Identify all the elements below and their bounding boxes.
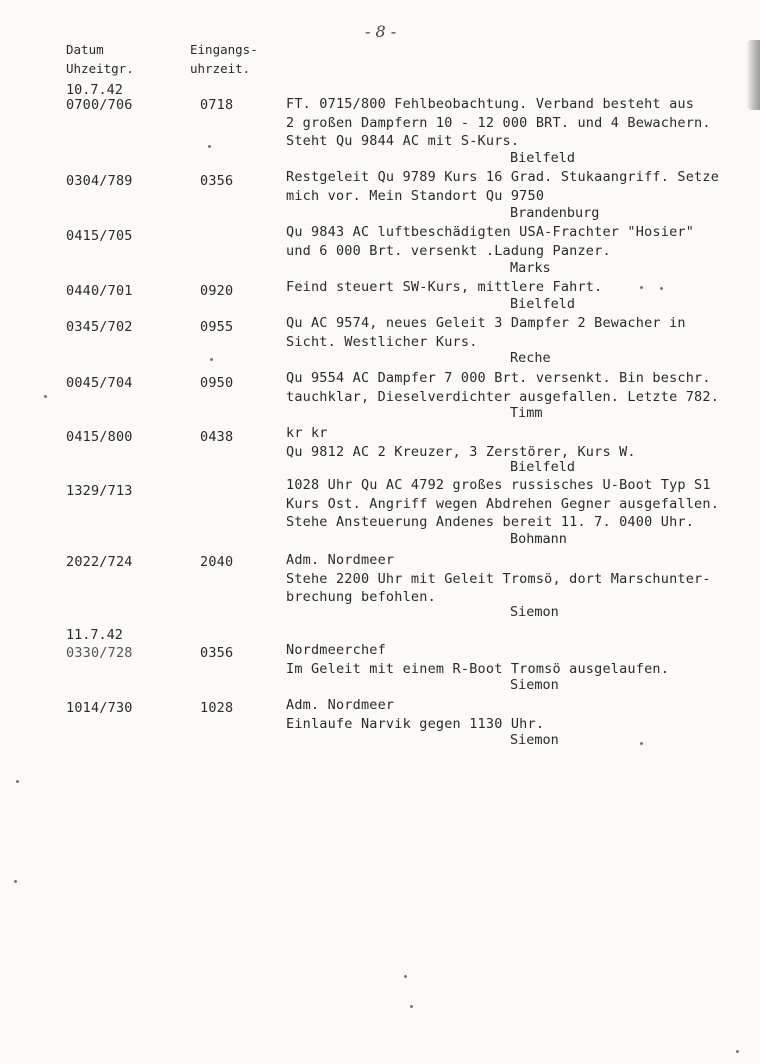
scan-speck: [404, 975, 407, 978]
page-number: - 8 -: [365, 22, 397, 41]
entry-receipt: 0718: [200, 97, 234, 113]
entry-time: 0045/704: [66, 375, 133, 391]
scan-speck: [640, 286, 643, 289]
entry-text: Qu 9843 AC luftbeschädigten USA-Frachter "Hosier" und 6 000 Brt. versenkt .Ladung Panzer.: [286, 224, 695, 259]
date-header-1: 10.7.42: [66, 82, 123, 98]
entry-time: 0415/800: [66, 429, 133, 445]
entry-receipt: 0356: [200, 645, 234, 661]
entry-text: Qu AC 9574, neues Geleit 3 Dampfer 2 Bewacher in Sicht. Westlicher Kurs.: [286, 315, 686, 350]
date-header-2: 11.7.42: [66, 627, 123, 643]
entry-receipt: 0356: [200, 173, 234, 189]
page-edge-shadow: [746, 40, 760, 110]
entry-signature: Marks: [510, 260, 551, 276]
entry-signature: Siemon: [510, 677, 559, 693]
header-datum: Datum Uhzeitgr.: [66, 42, 134, 76]
entry-time: 0415/705: [66, 228, 133, 244]
entry-signature: Bielfeld: [510, 150, 576, 166]
entry-text: kr kr Qu 9812 AC 2 Kreuzer, 3 Zerstörer, Kurs W.: [286, 425, 636, 460]
entry-text: Restgeleit Qu 9789 Kurs 16 Grad. Stukaangriff. Setze mich vor. Mein Standort Qu 9750: [286, 169, 720, 204]
entry-receipt: 0955: [200, 319, 234, 335]
entry-receipt: 1028: [200, 700, 234, 716]
entry-text: Adm. Nordmeer Stehe 2200 Uhr mit Geleit Tromsö, dort Marschunter- brechung befohlen.: [286, 552, 711, 605]
entry-text: Feind steuert SW-Kurs, mittlere Fahrt.: [286, 279, 603, 295]
scan-speck: [16, 780, 19, 783]
scan-speck: [208, 145, 211, 148]
entry-receipt: 0438: [200, 429, 234, 445]
entry-receipt: 0950: [200, 375, 234, 391]
entry-text: 1028 Uhr Qu AC 4792 großes russisches U-Boot Typ S1 Kurs Ost. Angriff wegen Abdrehen Gegner ausgefallen. Stehe Ansteuerung Andenes bereit 11. 7. 0400 Uhr.: [286, 477, 720, 530]
entry-receipt: 0920: [200, 283, 234, 299]
entry-signature: Bohmann: [510, 531, 567, 547]
entry-time: 0700/706: [66, 97, 133, 113]
entry-signature: Siemon: [510, 732, 559, 748]
entry-time: 0345/702: [66, 319, 133, 335]
scan-speck: [44, 395, 47, 398]
entry-signature: Brandenburg: [510, 205, 600, 221]
entry-time: 2022/724: [66, 554, 133, 570]
entry-time: 1329/713: [66, 483, 133, 499]
scan-speck: [640, 742, 643, 745]
scan-speck: [660, 287, 663, 290]
scan-speck: [210, 358, 213, 361]
entry-time: 0440/701: [66, 283, 133, 299]
entry-text: Nordmeerchef Im Geleit mit einem R-Boot Tromsö ausgelaufen.: [286, 642, 670, 677]
entry-receipt: 2040: [200, 554, 234, 570]
scan-speck: [736, 1050, 739, 1053]
entry-time: 0330/728: [66, 645, 133, 661]
scan-speck: [410, 1005, 413, 1008]
entry-signature: Bielfeld: [510, 296, 576, 312]
entry-signature: Siemon: [510, 604, 559, 620]
entry-text: Qu 9554 AC Dampfer 7 000 Brt. versenkt. Bin beschr. tauchklar, Dieselverdichter ausgefallen. Letzte 782.: [286, 370, 720, 405]
scan-speck: [14, 880, 17, 883]
entry-signature: Timm: [510, 405, 543, 421]
entry-time: 1014/730: [66, 700, 133, 716]
entry-signature: Bielfeld: [510, 459, 576, 475]
header-eingang: Eingangs- uhrzeit.: [190, 42, 258, 76]
entry-signature: Reche: [510, 350, 551, 366]
entry-time: 0304/789: [66, 173, 133, 189]
entry-text: Adm. Nordmeer Einlaufe Narvik gegen 1130 Uhr.: [286, 697, 545, 732]
entry-text: FT. 0715/800 Fehlbeobachtung. Verband besteht aus 2 großen Dampfern 10 - 12 000 BRT. und 4 Bewachern. Steht Qu 9844 AC mit S-Kurs.: [286, 96, 711, 149]
